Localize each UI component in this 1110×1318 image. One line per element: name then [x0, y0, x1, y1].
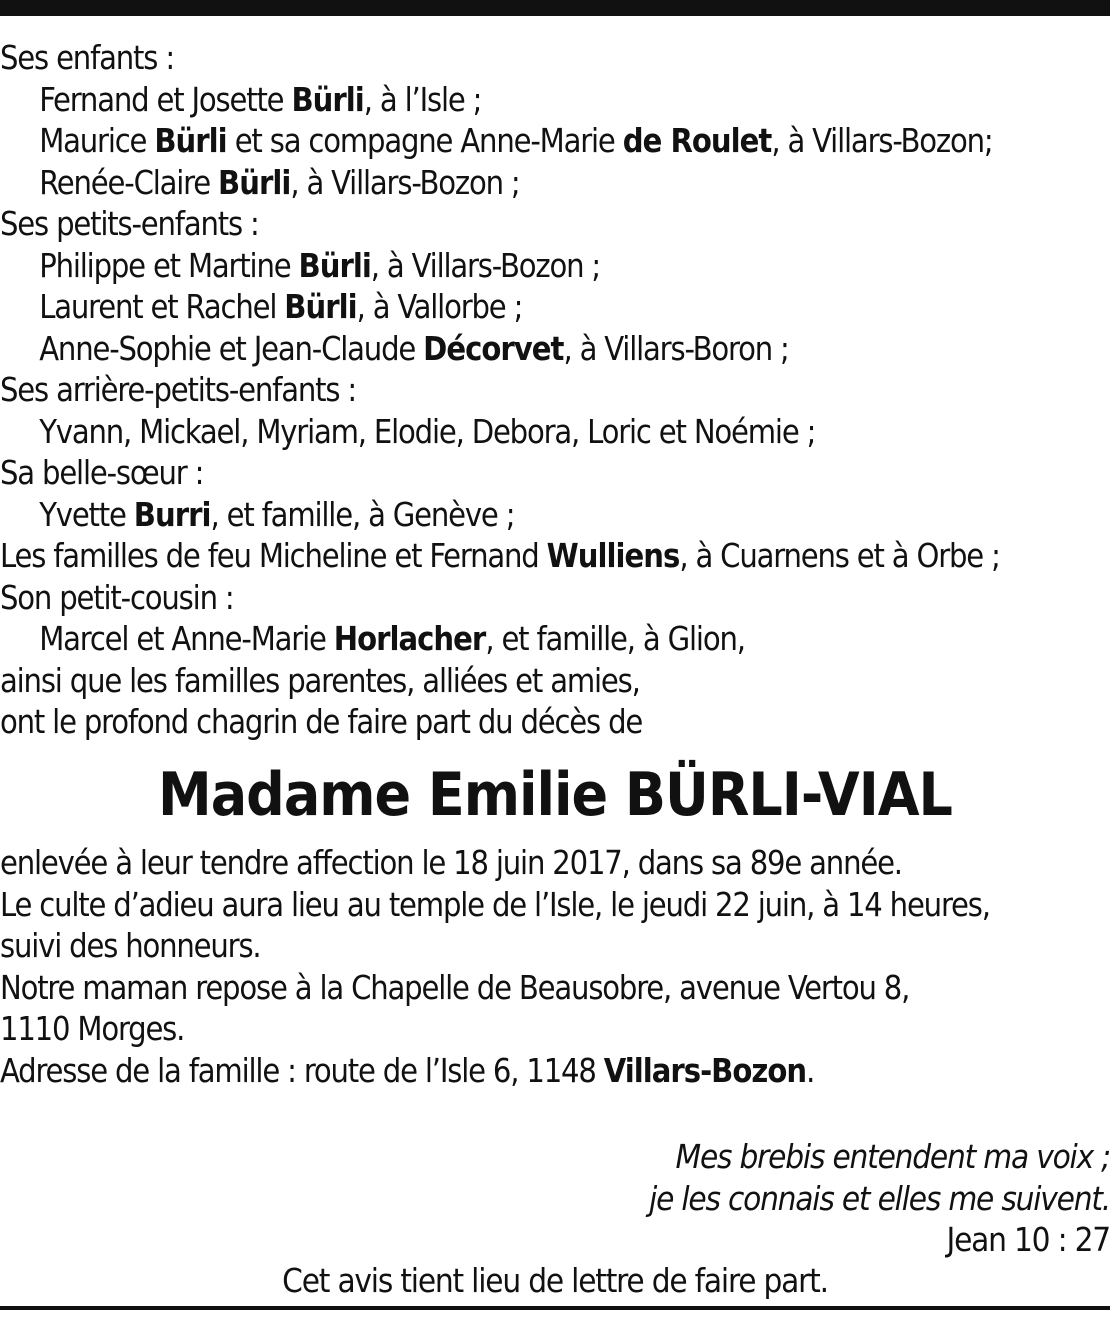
- verse-reference: Jean 10 : 27: [946, 1220, 1110, 1259]
- verse-line-2: [649, 1178, 1110, 1220]
- text: , et famille, à Genève ;: [210, 494, 515, 534]
- sister-in-law-line: [0, 494, 1088, 536]
- bottom-rule: [0, 1306, 1110, 1310]
- text: , à Vallorbe ;: [356, 287, 523, 326]
- detail-line-3: suivi des honneurs.: [0, 926, 261, 965]
- surname: de Roulet: [622, 121, 772, 160]
- deceased-name: Madame Emilie BÜRLI-VIAL: [158, 760, 952, 830]
- address-line: [0, 1050, 1107, 1092]
- surname: Bürli: [291, 79, 364, 119]
- verse-line-1: [649, 1136, 1110, 1178]
- text: Fernand et Josette: [39, 79, 292, 119]
- surname: Burri: [133, 494, 211, 534]
- text: .: [806, 1050, 815, 1090]
- announce-line: ont le profond chagrin de faire part du décès de: [0, 702, 643, 741]
- text: , et famille, à Glion,: [485, 619, 745, 658]
- detail-line-5: 1110 Morges.: [0, 1009, 185, 1048]
- children-heading: Ses enfants :: [0, 38, 174, 77]
- cousin-heading: Son petit-cousin :: [0, 577, 234, 617]
- text: et sa compagne Anne-Marie: [226, 121, 623, 160]
- families-line: [0, 535, 1088, 577]
- text: Marcel et Anne-Marie: [39, 619, 334, 658]
- top-rule: [0, 0, 1110, 16]
- great-grandchildren-line: Yvann, Mickael, Myriam, Elodie, Debora, Loric et Noémie ;: [39, 411, 816, 451]
- family-list: [0, 37, 1088, 743]
- text: , à Villars-Bozon ;: [290, 162, 520, 202]
- text: , à l’Isle ;: [363, 79, 482, 119]
- cousin-line: [0, 618, 1088, 660]
- surname: Bürli: [298, 245, 371, 285]
- text: je les connais et elles me suivent.: [649, 1178, 1110, 1218]
- detail-line-2: Le culte d’adieu aura lieu au temple de l’Isle, le jeudi 22 juin, à 14 heures,: [0, 884, 990, 924]
- bible-verse: [649, 1136, 1110, 1261]
- also-line: ainsi que les familles parentes, alliées et amies,: [0, 660, 640, 700]
- text: Mes brebis entendent ma voix ;: [675, 1137, 1110, 1176]
- text: , à Villars-Boron ;: [563, 328, 789, 368]
- closing-note: Cet avis tient lieu de lettre de faire part.: [282, 1261, 828, 1300]
- surname: Wulliens: [546, 536, 680, 575]
- grandchild-line-1: [0, 245, 1088, 287]
- grandchild-line-3: [0, 328, 1088, 370]
- text: Laurent et Rachel: [39, 287, 285, 326]
- details-block: [0, 842, 1107, 1091]
- child-line-2: [0, 120, 1088, 162]
- text: Renée-Claire: [39, 162, 219, 202]
- detail-line-4: Notre maman repose à la Chapelle de Beausobre, avenue Vertou 8,: [0, 967, 910, 1007]
- text: , à Villars-Bozon ;: [370, 245, 601, 285]
- great-grandchildren-heading: Ses arrière-petits-enfants :: [0, 370, 357, 409]
- text: , à Cuarnens et à Orbe ;: [679, 536, 1000, 575]
- grandchild-line-2: [0, 286, 1088, 328]
- surname: Horlacher: [333, 619, 486, 658]
- text: Anne-Sophie et Jean-Claude: [39, 328, 424, 368]
- locality: Villars-Bozon: [603, 1050, 807, 1090]
- text: Les familles de feu Micheline et Fernand: [0, 536, 547, 575]
- text: , à Villars-Bozon;: [771, 121, 993, 160]
- grandchildren-heading: Ses petits-enfants :: [0, 204, 259, 243]
- surname: Décorvet: [423, 328, 564, 368]
- child-line-3: [0, 162, 1088, 204]
- text: Maurice: [39, 121, 155, 160]
- surname: Bürli: [154, 121, 227, 160]
- text: Philippe et Martine: [39, 245, 299, 285]
- surname: Bürli: [284, 287, 357, 326]
- text: Yvette: [39, 494, 134, 534]
- detail-line-1: enlevée à leur tendre affection le 18 juin 2017, dans sa 89e année.: [0, 843, 902, 882]
- text: Adresse de la famille : route de l’Isle 6, 1148: [0, 1050, 604, 1090]
- sister-in-law-heading: Sa belle-sœur :: [0, 453, 204, 492]
- child-line-1: [0, 79, 1088, 121]
- surname: Bürli: [218, 162, 291, 202]
